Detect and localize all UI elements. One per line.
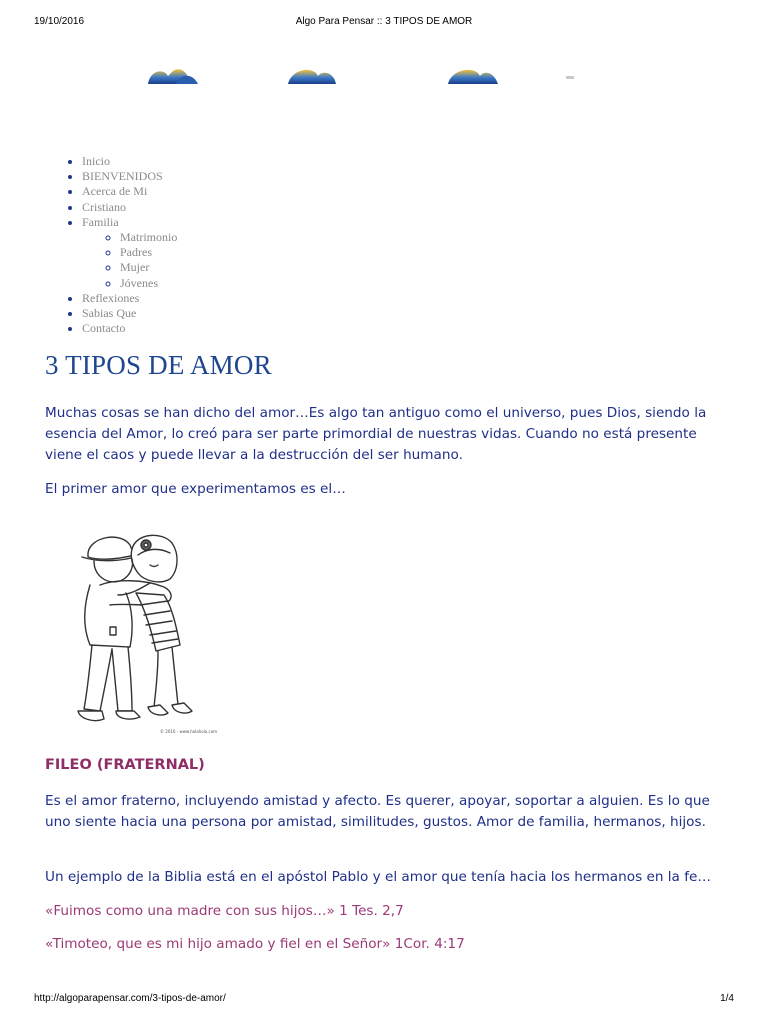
- nav-item-contacto[interactable]: [82, 321, 177, 336]
- subnav-item-jovenes[interactable]: [120, 276, 177, 291]
- nav-item-label[interactable]: Inicio: [82, 154, 110, 168]
- logo-graphic: [138, 62, 578, 84]
- page-title[interactable]: 3 TIPOS DE AMOR: [45, 350, 272, 380]
- print-date: 19/10/2016: [34, 16, 85, 27]
- subnav-item-padres[interactable]: [120, 245, 177, 260]
- nav-item-bienvenidos[interactable]: [82, 169, 177, 184]
- page-number: 1/4: [720, 993, 734, 1004]
- nav-item-label[interactable]: Acerca de Mi: [82, 184, 148, 199]
- nav-item-inicio[interactable]: [82, 154, 177, 169]
- nav-item-familia[interactable]: [82, 215, 177, 291]
- subnav-item-mujer[interactable]: [120, 260, 177, 275]
- familia-submenu: [82, 230, 177, 291]
- fileo-paragraph: Es el amor fraterno, incluyendo amistad y afecto. Es querer, apoyar, soportar a alguien. Es lo que uno siente hacia una persona por amistad, similitudes, gustos. Amor de familia, hermanos, hijos.: [45, 793, 710, 830]
- print-header: [0, 16, 768, 32]
- subnav-item-label[interactable]: Matrimonio: [120, 230, 178, 245]
- subnav-item-label[interactable]: Jóvenes: [120, 275, 158, 290]
- bible-quote: «Timoteo, que es mi hijo amado y fiel en el Señor» 1Cor. 4:17: [45, 936, 465, 952]
- nav-item-acerca[interactable]: [82, 184, 177, 199]
- nav-item-sabias[interactable]: [82, 306, 177, 321]
- nav-item-label[interactable]: Sabias Que: [82, 306, 137, 321]
- nav-item-reflexiones[interactable]: [82, 291, 177, 306]
- example-paragraph: Un ejemplo de la Biblia está en el apóstol Pablo y el amor que tenía hacia los hermanos en la fe…: [45, 869, 711, 885]
- section-title-fileo: FILEO (FRATERNAL): [45, 757, 205, 773]
- print-footer: [0, 993, 768, 1009]
- site-logo[interactable]: [138, 62, 578, 84]
- subnav-item-label[interactable]: Padres: [120, 245, 152, 260]
- nav-item-label[interactable]: Reflexiones: [82, 290, 140, 305]
- main-nav: [64, 154, 177, 336]
- print-page-title: Algo Para Pensar :: 3 TIPOS DE AMOR: [295, 16, 473, 27]
- nav-item-label[interactable]: Contacto: [82, 321, 126, 336]
- lead-paragraph: El primer amor que experimentamos es el…: [45, 481, 346, 497]
- bible-quote: «Fuimos como una madre con sus hijos…» 1 Tes. 2,7: [45, 903, 404, 919]
- hugging-children-drawing-icon: [60, 515, 230, 740]
- illustration-caption: © 2010 - www.holahola.com: [160, 729, 218, 734]
- print-url[interactable]: http://algoparapensar.com/3-tipos-de-amor/: [34, 993, 226, 1004]
- nav-item-cristiano[interactable]: [82, 200, 177, 215]
- intro-paragraph: Muchas cosas se han dicho del amor…Es algo tan antiguo como el universo, pues Dios, siendo la esencia del Amor, lo creó para ser parte primordial de nuestras vidas. Cuando no está presente viene el caos y puede llevar a la destrucción del ser humano.: [45, 405, 707, 463]
- nav-item-label[interactable]: Familia: [82, 214, 119, 229]
- hugging-children-illustration: [60, 515, 230, 740]
- nav-item-label[interactable]: Cristiano: [82, 199, 126, 214]
- subnav-item-label[interactable]: Mujer: [120, 260, 150, 275]
- nav-item-label[interactable]: BIENVENIDOS: [82, 169, 163, 184]
- subnav-item-matrimonio[interactable]: [120, 230, 177, 245]
